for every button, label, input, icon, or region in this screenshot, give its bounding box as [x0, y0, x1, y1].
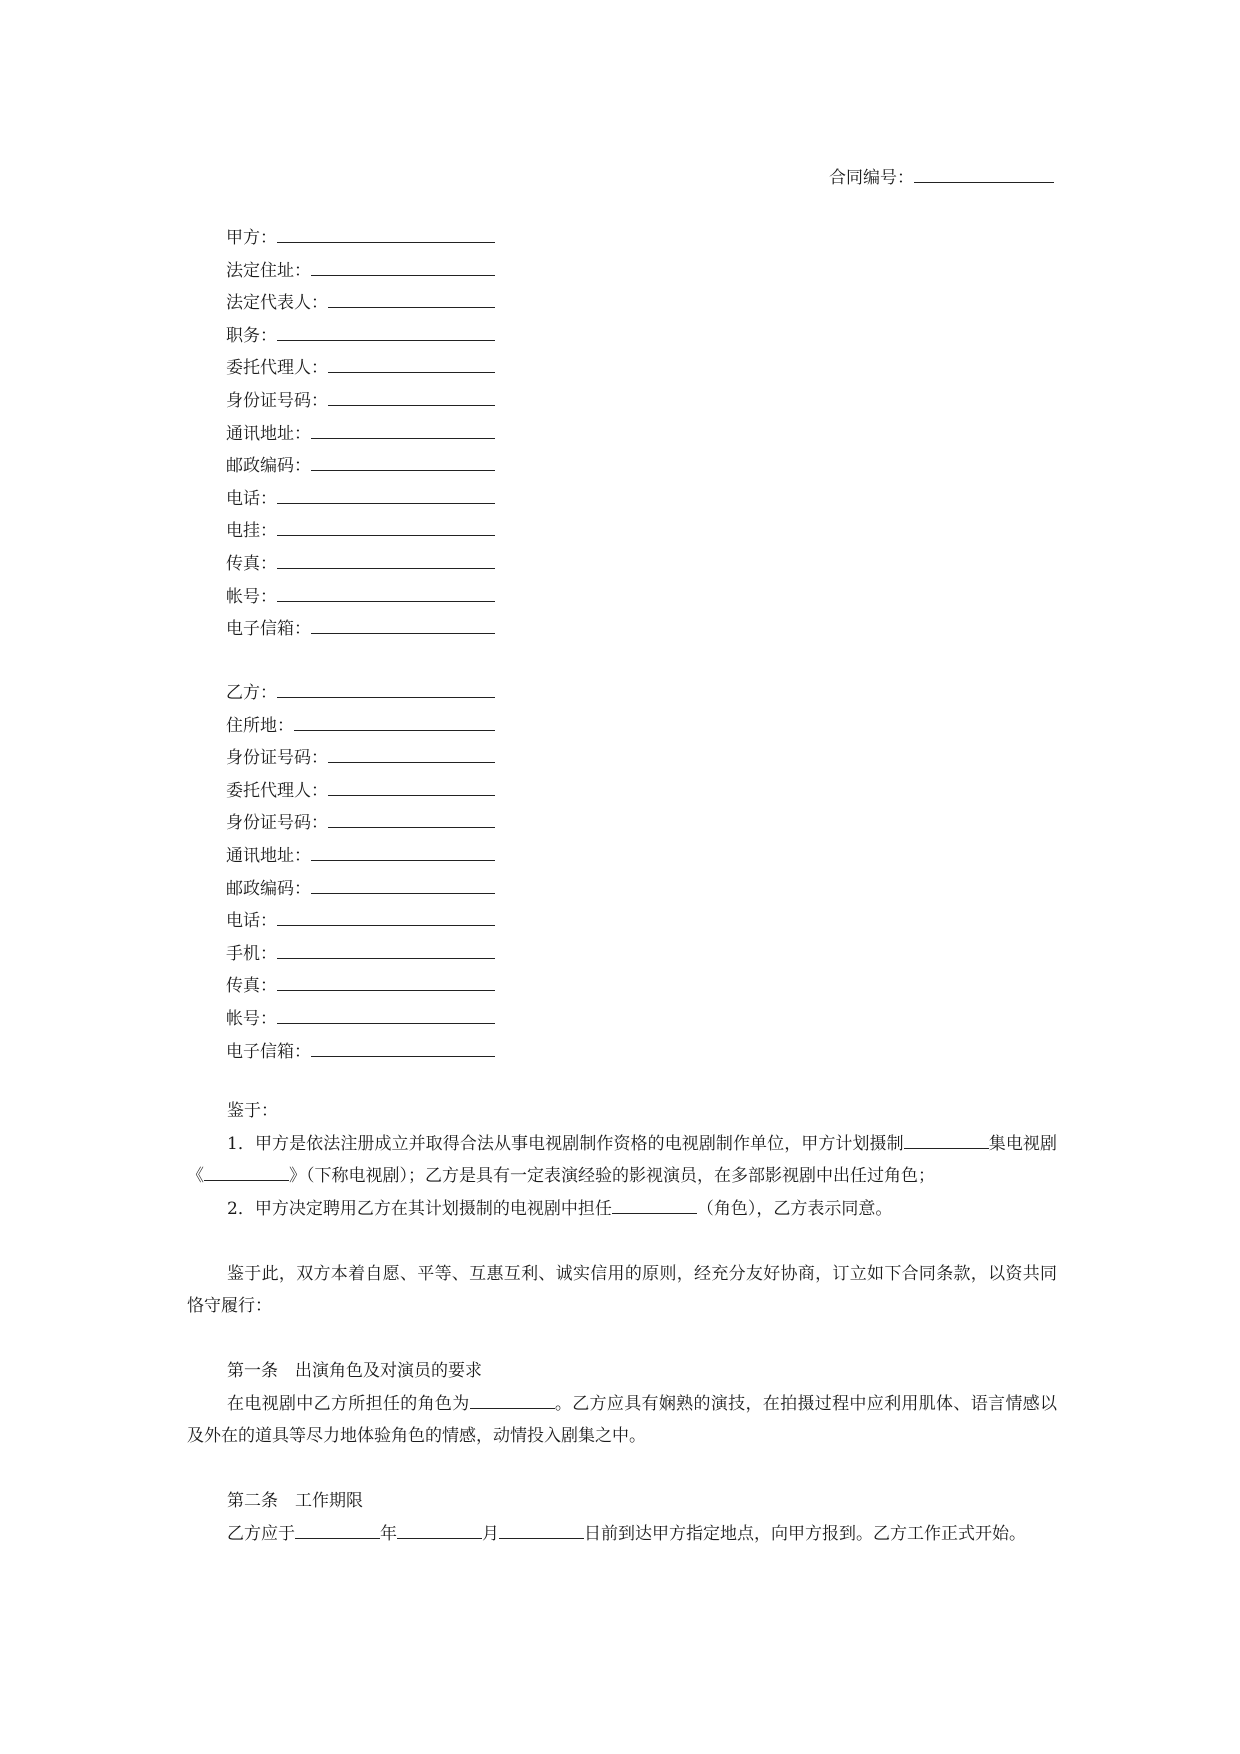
party-b-field	[226, 677, 495, 710]
party-a-field	[226, 450, 495, 483]
field-label: 身份证号码：	[226, 748, 328, 769]
article-2-text-a: 乙方应于	[227, 1523, 295, 1544]
party-a-field	[226, 255, 495, 288]
field-label: 帐号：	[226, 586, 277, 607]
field-blank[interactable]	[277, 938, 495, 959]
field-blank[interactable]	[328, 775, 495, 796]
field-label: 邮政编码：	[226, 878, 311, 899]
field-blank[interactable]	[277, 905, 495, 926]
party-a-field	[226, 287, 495, 320]
recital-item-1-text-c: 》（下称电视剧）；乙方是具有一定表演经验的影视演员，在多部影视剧中出任过角色；	[289, 1166, 935, 1186]
party-b-info	[226, 677, 495, 1068]
field-label: 传真：	[226, 976, 277, 997]
field-blank[interactable]	[311, 873, 495, 894]
field-label: 邮政编码：	[226, 456, 311, 477]
field-blank[interactable]	[328, 385, 495, 406]
field-blank[interactable]	[277, 222, 495, 243]
recitals-heading: 鉴于：	[227, 1101, 278, 1121]
field-blank[interactable]	[277, 677, 495, 698]
field-label: 通讯地址：	[226, 845, 311, 866]
field-blank[interactable]	[328, 807, 495, 828]
recital-item-2-text-a: 2．甲方决定聘用乙方在其计划摄制的电视剧中担任	[227, 1198, 612, 1219]
article-1-text-b: 。乙方应具有娴熟的演技，在拍摄过程中应利用肌体、语言情感以及外在的道具等尽力地体验角色的情感，动情投入剧集之中。	[187, 1393, 1058, 1446]
field-label: 乙方：	[226, 683, 277, 703]
field-label: 身份证号码：	[226, 813, 328, 834]
episodes-blank[interactable]	[904, 1131, 989, 1149]
field-label: 住所地：	[226, 715, 294, 736]
party-b-field	[226, 905, 495, 938]
field-label: 电挂：	[226, 521, 277, 542]
field-label: 甲方：	[226, 228, 277, 248]
field-blank[interactable]	[277, 548, 495, 569]
report-day-blank[interactable]	[499, 1521, 584, 1539]
field-blank[interactable]	[277, 483, 495, 504]
party-a-field	[226, 352, 495, 385]
role-blank[interactable]	[612, 1196, 697, 1214]
party-b-field	[226, 840, 495, 873]
article-1-text	[187, 1388, 1057, 1453]
field-blank[interactable]	[311, 255, 495, 276]
field-label: 电话：	[226, 488, 277, 509]
field-blank[interactable]	[311, 613, 495, 634]
field-blank[interactable]	[277, 515, 495, 536]
party-b-field	[226, 970, 495, 1003]
article-1-role-blank[interactable]	[470, 1391, 555, 1409]
drama-title-blank[interactable]	[204, 1163, 289, 1181]
party-a-field	[226, 613, 495, 646]
field-blank[interactable]	[311, 450, 495, 471]
party-b-field	[226, 1036, 495, 1069]
party-b-field	[226, 938, 495, 971]
party-b-field	[226, 775, 495, 808]
article-2-year: 年	[380, 1523, 397, 1544]
recital-item-2-text-b: （角色），乙方表示同意。	[696, 1198, 893, 1219]
field-blank[interactable]	[277, 970, 495, 991]
party-a-field	[226, 418, 495, 451]
field-label: 身份证号码：	[226, 390, 328, 411]
field-blank[interactable]	[311, 1036, 495, 1057]
contract-number-blank[interactable]	[914, 165, 1054, 183]
party-b-field	[226, 1003, 495, 1036]
report-year-blank[interactable]	[295, 1521, 380, 1539]
field-label: 通讯地址：	[226, 423, 311, 444]
field-blank[interactable]	[311, 840, 495, 861]
field-label: 法定代表人：	[226, 293, 328, 314]
article-2-title: 第二条 工作期限	[227, 1491, 363, 1511]
party-a-field	[226, 483, 495, 516]
party-a-field	[226, 548, 495, 581]
contract-body	[187, 1095, 1057, 1550]
field-blank[interactable]	[277, 320, 495, 341]
field-blank[interactable]	[294, 710, 495, 731]
field-blank[interactable]	[277, 1003, 495, 1024]
party-a-field	[226, 320, 495, 353]
field-blank[interactable]	[328, 352, 495, 373]
article-2-month: 月	[482, 1523, 499, 1544]
article-1-title: 第一条 出演角色及对演员的要求	[227, 1361, 482, 1381]
field-label: 传真：	[226, 553, 277, 574]
article-1-text-a: 在电视剧中乙方所担任的角色为	[227, 1393, 470, 1414]
recital-item-1-text-a: 1．甲方是依法注册成立并取得合法从事电视剧制作资格的电视剧制作单位，甲方计划摄制	[227, 1133, 904, 1154]
recital-item-1	[187, 1128, 1057, 1193]
field-blank[interactable]	[328, 742, 495, 763]
party-b-field	[226, 807, 495, 840]
party-a-field	[226, 222, 495, 255]
article-2-text	[187, 1518, 1057, 1551]
field-label: 委托代理人：	[226, 780, 328, 801]
preamble: 鉴于此，双方本着自愿、平等、互惠互利、诚实信用的原则，经充分友好协商，订立如下合同条款，以资共同恪守履行：	[187, 1263, 1057, 1316]
field-label: 电子信箱：	[226, 1041, 311, 1062]
party-a-field	[226, 515, 495, 548]
recital-item-2	[187, 1193, 1057, 1226]
recital-item-1-text-b: 集电视剧《	[187, 1133, 1057, 1186]
contract-number-label: 合同编号：	[829, 168, 914, 188]
field-blank[interactable]	[328, 287, 495, 308]
contract-number	[829, 165, 1054, 190]
field-blank[interactable]	[277, 581, 495, 602]
field-label: 职务：	[226, 325, 277, 346]
field-label: 委托代理人：	[226, 358, 328, 379]
field-label: 手机：	[226, 943, 277, 964]
report-month-blank[interactable]	[397, 1521, 482, 1539]
field-label: 电话：	[226, 911, 277, 932]
party-a-field	[226, 581, 495, 614]
party-b-field	[226, 873, 495, 906]
party-b-field	[226, 710, 495, 743]
party-b-field	[226, 742, 495, 775]
field-label: 电子信箱：	[226, 619, 311, 640]
field-label: 帐号：	[226, 1008, 277, 1029]
party-a-field	[226, 385, 495, 418]
field-label: 法定住址：	[226, 260, 311, 281]
article-2-text-b: 日前到达甲方指定地点，向甲方报到。乙方工作正式开始。	[584, 1523, 1026, 1544]
field-blank[interactable]	[311, 418, 495, 439]
party-a-info	[226, 222, 495, 646]
